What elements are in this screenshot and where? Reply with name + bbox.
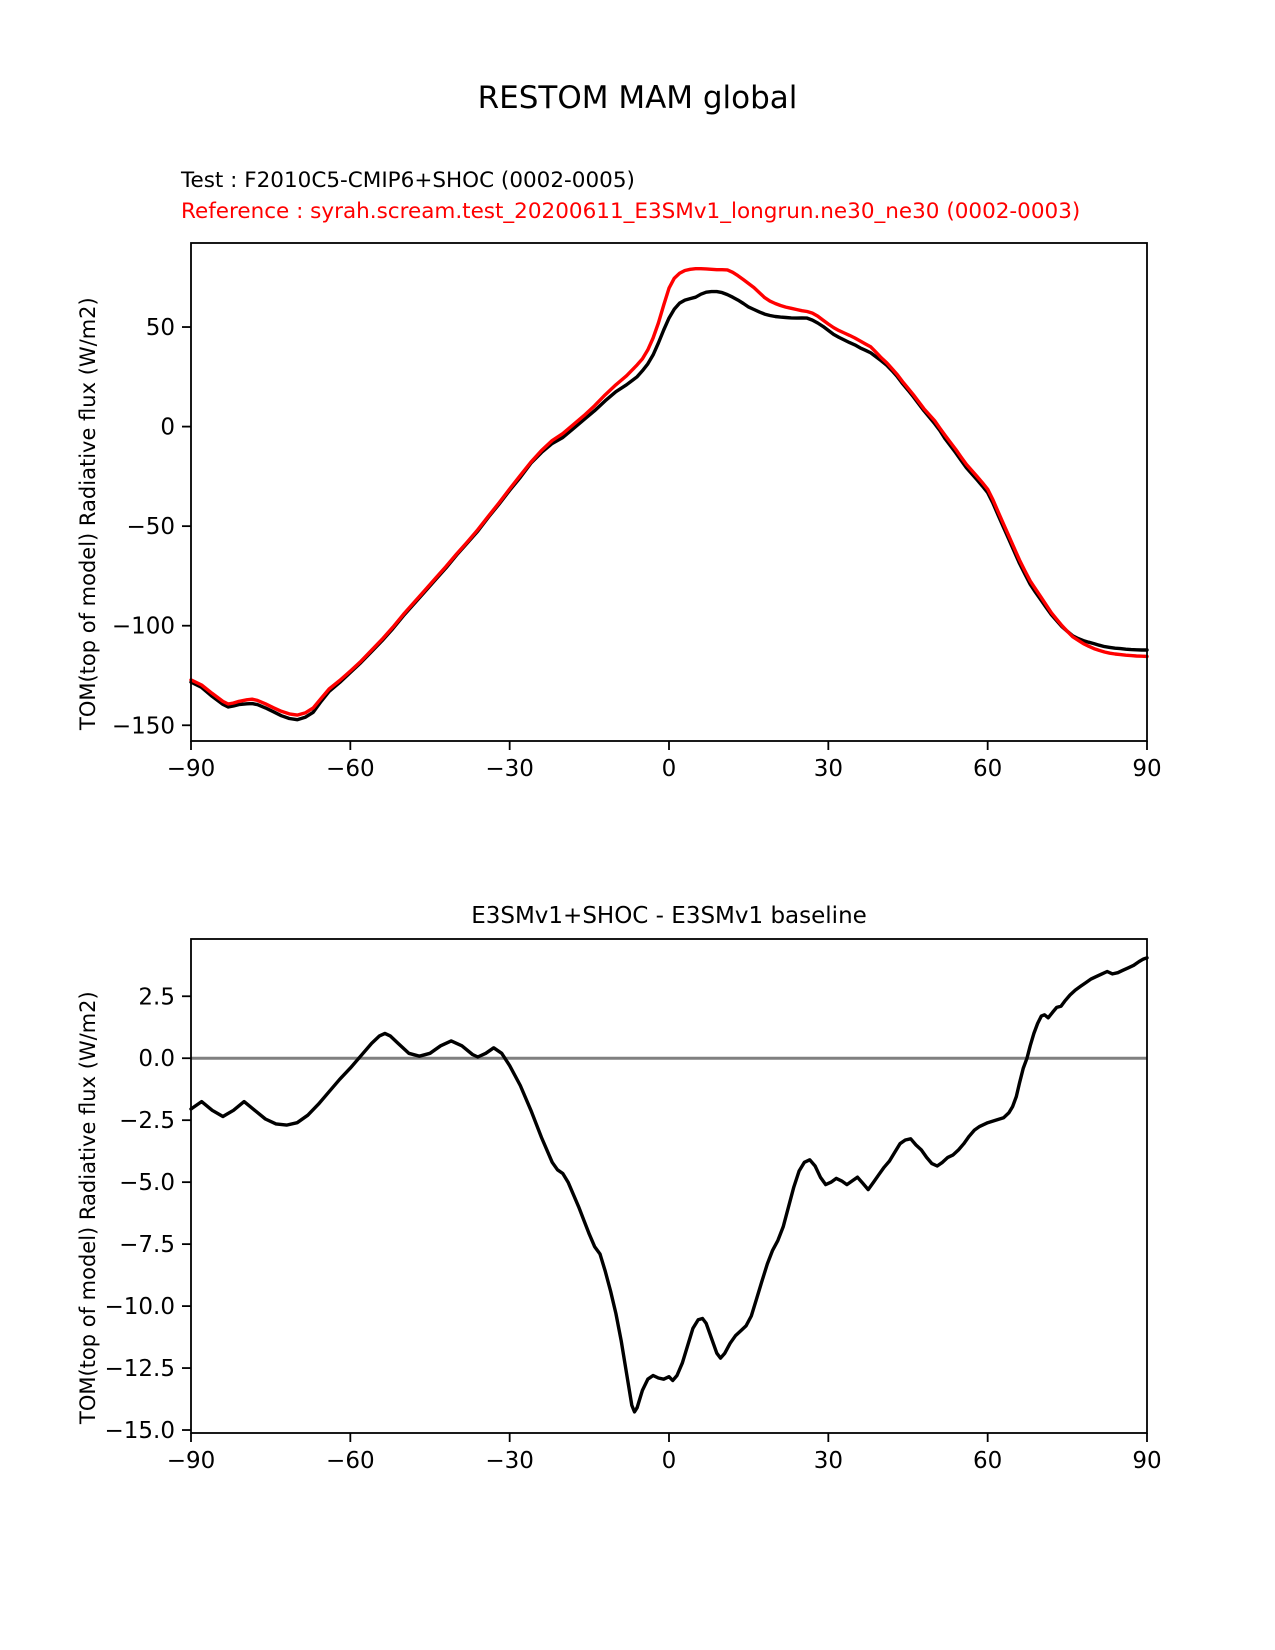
- top-x-tick-label: −90: [166, 756, 216, 782]
- bottom-y-tick-label: 2.5: [138, 984, 175, 1011]
- bottom-x-tick-label: 30: [813, 1448, 843, 1474]
- top-chart: [112, 243, 1162, 782]
- top-series-line: [191, 269, 1147, 715]
- bottom-chart-ylabel: TOM(top of model) Radiative flux (W/m2): [76, 991, 100, 1424]
- top-series-line: [191, 292, 1147, 720]
- bottom-x-tick-label: −30: [485, 1448, 534, 1474]
- bottom-x-tick-label: 90: [1132, 1448, 1162, 1474]
- bottom-axes-box: [191, 939, 1147, 1433]
- bottom-chart-title: E3SMv1+SHOC - E3SMv1 baseline: [471, 903, 867, 929]
- bottom-y-tick-label: −2.5: [119, 1108, 175, 1135]
- top-y-tick-label: −50: [126, 514, 175, 541]
- bottom-y-tick-label: −12.5: [104, 1356, 175, 1383]
- bottom-series-line: [191, 958, 1147, 1412]
- bottom-x-tick-label: 60: [973, 1448, 1003, 1474]
- figure-title: RESTOM MAM global: [477, 80, 798, 116]
- bottom-chart: [105, 939, 1162, 1474]
- reference-subtitle: Reference : syrah.scream.test_20200611_E3SMv1_longrun.ne30_ne30 (0002-0003): [181, 199, 1081, 224]
- top-x-tick-label: 60: [973, 756, 1003, 782]
- test-subtitle: Test : F2010C5-CMIP6+SHOC (0002-0005): [181, 168, 635, 193]
- top-y-tick-label: 0: [160, 414, 175, 441]
- top-y-tick-label: −150: [111, 713, 175, 740]
- top-x-tick-label: 90: [1132, 756, 1162, 782]
- top-x-tick-label: −60: [326, 756, 375, 782]
- top-x-tick-label: 0: [661, 756, 677, 782]
- top-y-tick-label: 50: [145, 315, 175, 342]
- top-x-tick-label: −30: [485, 756, 534, 782]
- top-x-tick-label: 30: [813, 756, 843, 782]
- bottom-y-tick-label: 0.0: [138, 1046, 175, 1073]
- bottom-x-tick-label: 0: [661, 1448, 677, 1474]
- bottom-y-tick-label: −7.5: [119, 1232, 175, 1259]
- top-chart-ylabel: TOM(top of model) Radiative flux (W/m2): [76, 297, 100, 730]
- bottom-y-tick-label: −10.0: [104, 1294, 175, 1321]
- bottom-y-tick-label: −15.0: [104, 1418, 175, 1445]
- top-y-tick-label: −100: [111, 613, 175, 640]
- bottom-y-tick-label: −5.0: [119, 1170, 175, 1197]
- bottom-x-tick-label: −90: [166, 1448, 216, 1474]
- bottom-x-tick-label: −60: [326, 1448, 375, 1474]
